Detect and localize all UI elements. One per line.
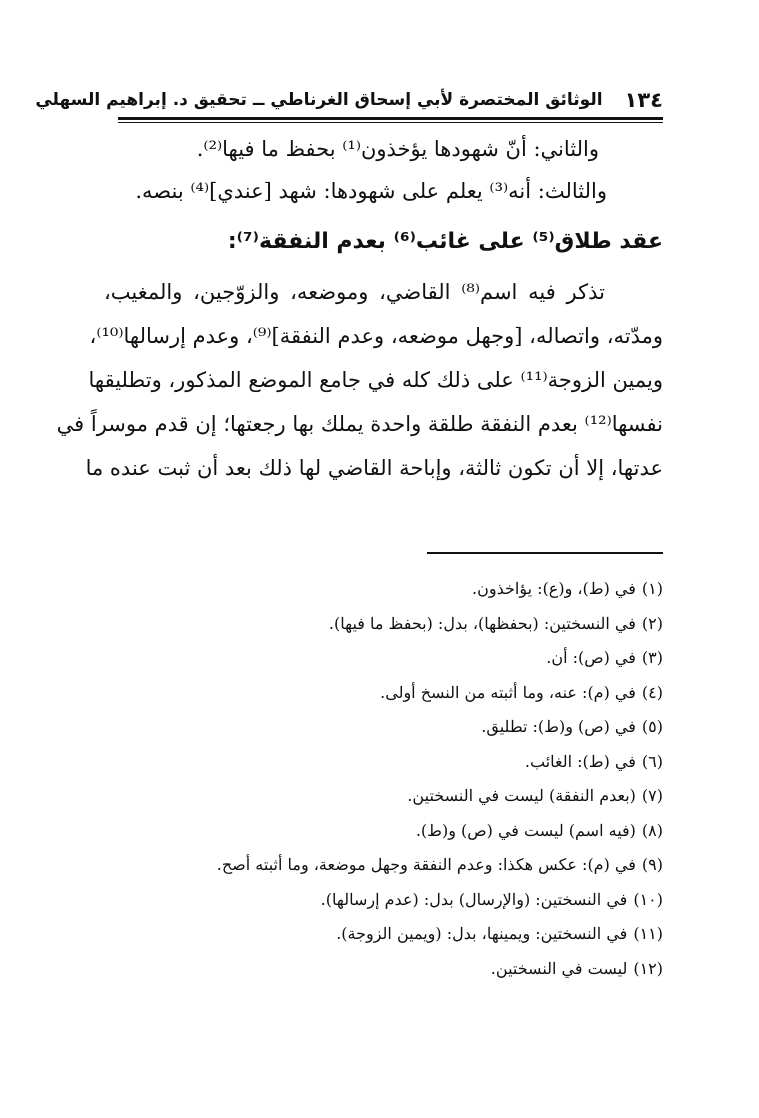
text-line-second: والثاني: أنّ شهودها يؤخذون⁽¹⁾ بحفظ ما فيها⁽²⁾. bbox=[196, 137, 599, 161]
footnote bbox=[110, 676, 663, 711]
body-paragraph bbox=[56, 270, 663, 490]
footnote-number: (١) bbox=[641, 579, 663, 598]
footnote bbox=[110, 917, 663, 952]
footnote-number: (١١) bbox=[633, 924, 663, 943]
paragraph-line: ومدّته، واتصاله، [وجهل موضعه، وعدم النفقة]⁽⁹⁾، وعدم إرسالها⁽¹⁰⁾، bbox=[89, 324, 663, 348]
footnote bbox=[110, 710, 663, 745]
page-number: ١٣٤ bbox=[624, 88, 663, 112]
footnote-number: (٨) bbox=[641, 820, 663, 840]
footnote bbox=[110, 745, 663, 780]
footnote bbox=[110, 814, 663, 849]
footnote bbox=[110, 883, 663, 918]
footnote-text: في (ط): الغائب. bbox=[524, 751, 636, 771]
footnote-number: (١٢) bbox=[633, 958, 663, 978]
paragraph-line: تذكر فيه اسم⁽⁸⁾ القاضي، وموضعه، والزوّجين، والمغيب، bbox=[104, 280, 605, 304]
footnote-number: (٢) bbox=[641, 613, 663, 633]
footnote-text: في النسختين: (والإرسال) بدل: (عدم إرسالها). bbox=[320, 889, 628, 909]
footnote-text: ليست في النسختين. bbox=[490, 958, 628, 978]
paragraph-line: نفسها⁽¹²⁾ بعدم النفقة طلقة واحدة يملك بها رجعتها؛ إن قدم موسراً في bbox=[56, 412, 663, 436]
footnote-text: في (ص): أن. bbox=[546, 648, 636, 667]
footnote-number: (٦) bbox=[641, 751, 663, 771]
main-text bbox=[56, 128, 663, 490]
footnote-number: (٩) bbox=[641, 855, 663, 874]
footnote-text: في (ط)، و(ع): يؤاخذون. bbox=[472, 579, 636, 598]
footnote-text: في النسختين: ويمينها، بدل: (ويمين الزوجة). bbox=[336, 924, 628, 943]
footnote-number: (٧) bbox=[641, 786, 663, 805]
footnotes bbox=[110, 572, 663, 986]
section-heading: عقد طلاق⁽⁵⁾ على غائب⁽⁶⁾ بعدم النفقة⁽⁷⁾: bbox=[227, 229, 663, 254]
footnote-text: في النسختين: (بحفظها)، بدل: (بحفظ ما فيها). bbox=[328, 613, 636, 633]
footnote-number: (٤) bbox=[641, 682, 663, 702]
footnote bbox=[110, 572, 663, 607]
footnote-text: في (م): عكس هكذا: وعدم النفقة وجهل موضعة، وما أثبته أصح. bbox=[216, 855, 636, 874]
footnote-text: (بعدم النفقة) ليست في النسختين. bbox=[407, 786, 636, 805]
running-header bbox=[35, 80, 663, 114]
footnote-text: (فيه اسم) ليست في (ص) و(ط). bbox=[415, 820, 636, 840]
footnote-number: (١٠) bbox=[633, 889, 663, 909]
footnote bbox=[110, 848, 663, 883]
footnote bbox=[110, 607, 663, 642]
running-title: الوثائق المختصرة لأبي إسحاق الغرناطي ــ تحقيق د. إبراهيم السهلي bbox=[35, 90, 603, 110]
footnote-number: (٣) bbox=[641, 648, 663, 667]
footnote-text: في (ص) و(ط): تطليق. bbox=[481, 717, 636, 736]
footnote-number: (٥) bbox=[641, 717, 663, 736]
header-rule-thin bbox=[118, 122, 663, 123]
footnote bbox=[110, 641, 663, 676]
footnote bbox=[110, 779, 663, 814]
paragraph-line: عدتها، إلا أن تكون ثالثة، وإباحة القاضي لها ذلك بعد أن ثبت عنده ما bbox=[85, 456, 663, 480]
text-line-third: والثالث: أنه⁽³⁾ يعلم على شهودها: شهد [عندي]⁽⁴⁾ بنصه. bbox=[135, 179, 607, 203]
paragraph-line: ويمين الزوجة⁽¹¹⁾ على ذلك كله في جامع الموضع المذكور، وتطليقها bbox=[88, 368, 663, 392]
header-rule-thick bbox=[118, 117, 663, 120]
footnote bbox=[110, 952, 663, 987]
footnote-text: في (م): عنه، وما أثبته من النسخ أولى. bbox=[380, 682, 636, 702]
footnote-separator bbox=[427, 552, 663, 554]
